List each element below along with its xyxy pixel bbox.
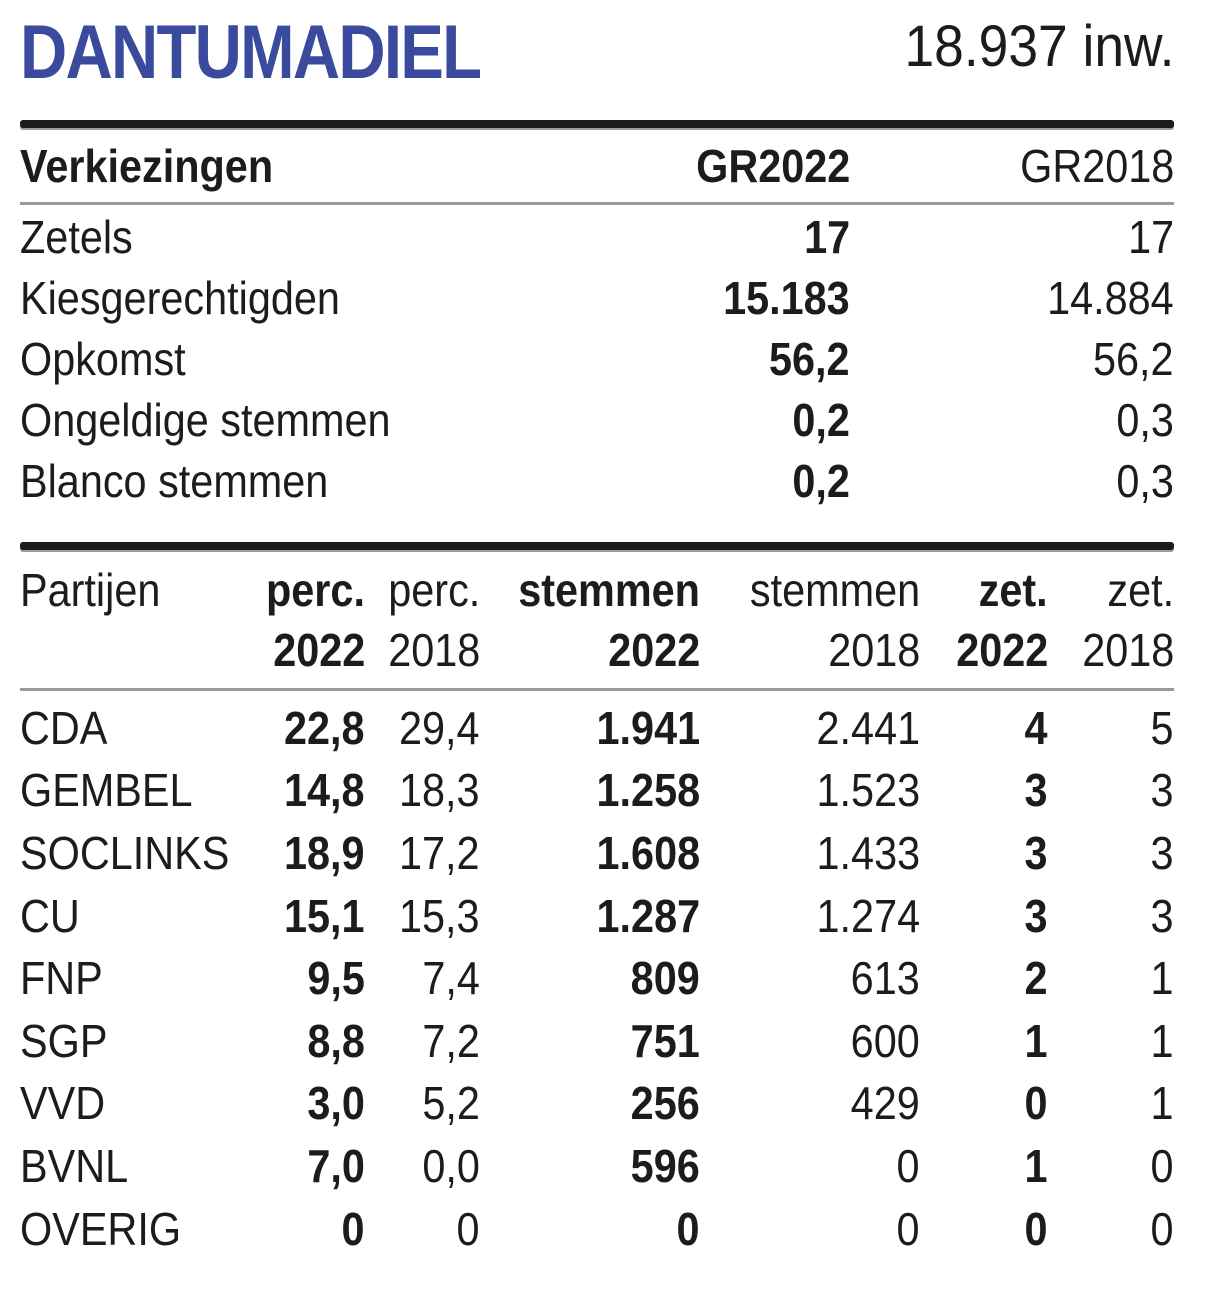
parties-header xyxy=(20,550,1174,688)
perc-2018: 0,0 xyxy=(422,1139,480,1192)
perc-2018: 17,2 xyxy=(399,826,480,879)
votes-2018: 429 xyxy=(850,1077,920,1130)
row-label: Opkomst xyxy=(20,333,186,385)
votes-2018: 2.441 xyxy=(816,701,920,754)
value-2018: 17 xyxy=(1127,211,1174,263)
votes-2022: 0 xyxy=(676,1202,700,1255)
votes-2018: 613 xyxy=(850,952,920,1005)
col-seats-2022: zet. xyxy=(978,563,1048,616)
perc-2022: 15,1 xyxy=(284,889,365,942)
elections-row xyxy=(20,268,1174,329)
divider xyxy=(20,120,1174,128)
parties-body xyxy=(20,691,1174,1260)
votes-2022: 751 xyxy=(630,1014,700,1067)
elections-row xyxy=(20,207,1174,268)
perc-2022: 7,0 xyxy=(307,1139,365,1192)
perc-2022: 14,8 xyxy=(284,764,365,817)
elections-heading: Verkiezingen xyxy=(20,139,274,192)
seats-2022: 4 xyxy=(1024,701,1048,754)
col-votes-2022-year: 2022 xyxy=(607,623,700,676)
value-2022: 17 xyxy=(803,211,850,263)
party-name: SOCLINKS xyxy=(20,826,230,879)
value-2018: 56,2 xyxy=(1093,333,1174,385)
votes-2018: 0 xyxy=(896,1139,920,1192)
perc-2018: 0 xyxy=(456,1202,480,1255)
col-perc-2022: perc. xyxy=(266,563,365,616)
votes-2022: 1.608 xyxy=(596,826,700,879)
perc-2022: 9,5 xyxy=(307,952,365,1005)
municipality-title: DANTUMADIEL xyxy=(20,10,481,95)
row-label: Ongeldige stemmen xyxy=(20,394,391,446)
votes-2022: 1.258 xyxy=(596,764,700,817)
seats-2022: 0 xyxy=(1024,1202,1048,1255)
party-name: GEMBEL xyxy=(20,764,193,817)
perc-2022: 0 xyxy=(341,1202,365,1255)
elections-body xyxy=(20,205,1174,522)
elections-row xyxy=(20,329,1174,390)
perc-2022: 8,8 xyxy=(307,1014,365,1067)
col-gr2022: GR2022 xyxy=(695,139,850,192)
seats-2018: 3 xyxy=(1150,889,1174,942)
divider xyxy=(20,542,1174,550)
row-label: Zetels xyxy=(20,211,133,263)
col-votes-2022: stemmen xyxy=(518,563,700,616)
votes-2022: 596 xyxy=(630,1139,700,1192)
perc-2018: 7,4 xyxy=(422,952,480,1005)
votes-2018: 1.433 xyxy=(816,826,920,879)
votes-2018: 1.274 xyxy=(816,889,920,942)
party-row xyxy=(20,822,1174,885)
perc-2018: 18,3 xyxy=(399,764,480,817)
votes-2022: 1.287 xyxy=(596,889,700,942)
votes-2018: 600 xyxy=(850,1014,920,1067)
party-name: FNP xyxy=(20,952,103,1005)
party-row xyxy=(20,947,1174,1010)
value-2022: 0,2 xyxy=(792,455,850,507)
party-name: CU xyxy=(20,889,80,942)
parties-table xyxy=(20,542,1174,1260)
seats-2018: 3 xyxy=(1150,764,1174,817)
votes-2018: 1.523 xyxy=(816,764,920,817)
col-perc-2018: perc. xyxy=(387,563,480,616)
col-seats-2022-year: 2022 xyxy=(955,623,1048,676)
seats-2018: 0 xyxy=(1150,1202,1174,1255)
col-votes-2018-year: 2018 xyxy=(827,623,920,676)
seats-2022: 1 xyxy=(1024,1014,1048,1067)
col-seats-2018-year: 2018 xyxy=(1081,623,1174,676)
seats-2022: 2 xyxy=(1024,952,1048,1005)
elections-table xyxy=(20,120,1174,522)
seats-2018: 3 xyxy=(1150,826,1174,879)
population-count: 18.937 inw. xyxy=(904,14,1174,79)
col-votes-2018: stemmen xyxy=(749,563,920,616)
seats-2022: 3 xyxy=(1024,764,1048,817)
party-row xyxy=(20,697,1174,760)
results-card xyxy=(20,0,1174,1260)
perc-2018: 7,2 xyxy=(422,1014,480,1067)
value-2018: 0,3 xyxy=(1116,394,1174,446)
perc-2018: 29,4 xyxy=(399,701,480,754)
party-name: OVERIG xyxy=(20,1202,182,1255)
party-row xyxy=(20,1073,1174,1136)
col-perc-2022-year: 2022 xyxy=(272,623,365,676)
votes-2018: 0 xyxy=(896,1202,920,1255)
col-seats-2018: zet. xyxy=(1107,563,1174,616)
seats-2018: 0 xyxy=(1150,1139,1174,1192)
party-row xyxy=(20,885,1174,948)
seats-2018: 1 xyxy=(1150,1014,1174,1067)
votes-2022: 1.941 xyxy=(596,701,700,754)
value-2022: 56,2 xyxy=(769,333,850,385)
parties-header-row-bottom xyxy=(20,620,1174,680)
party-name: VVD xyxy=(20,1077,106,1130)
seats-2018: 1 xyxy=(1150,952,1174,1005)
party-name: BVNL xyxy=(20,1139,129,1192)
party-name: CDA xyxy=(20,701,108,754)
seats-2022: 1 xyxy=(1024,1139,1048,1192)
row-label: Kiesgerechtigden xyxy=(20,272,340,324)
perc-2022: 18,9 xyxy=(284,826,365,879)
votes-2022: 809 xyxy=(630,952,700,1005)
col-gr2018: GR2018 xyxy=(1019,139,1174,192)
header xyxy=(20,0,1174,120)
party-row xyxy=(20,1135,1174,1198)
perc-2022: 22,8 xyxy=(284,701,365,754)
col-party: Partijen xyxy=(20,563,161,616)
votes-2022: 256 xyxy=(630,1077,700,1130)
seats-2018: 5 xyxy=(1150,701,1174,754)
seats-2022: 3 xyxy=(1024,826,1048,879)
party-row xyxy=(20,1010,1174,1073)
row-label: Blanco stemmen xyxy=(20,455,329,507)
party-row xyxy=(20,760,1174,823)
seats-2022: 0 xyxy=(1024,1077,1048,1130)
perc-2018: 15,3 xyxy=(399,889,480,942)
value-2022: 0,2 xyxy=(792,394,850,446)
seats-2022: 3 xyxy=(1024,889,1048,942)
elections-row xyxy=(20,451,1174,512)
elections-header-row xyxy=(20,130,1174,202)
value-2018: 0,3 xyxy=(1116,455,1174,507)
party-name: SGP xyxy=(20,1014,108,1067)
party-row xyxy=(20,1198,1174,1261)
col-perc-2018-year: 2018 xyxy=(387,623,480,676)
parties-header-row-top xyxy=(20,560,1174,620)
perc-2022: 3,0 xyxy=(307,1077,365,1130)
elections-row xyxy=(20,390,1174,451)
perc-2018: 5,2 xyxy=(422,1077,480,1130)
value-2018: 14.884 xyxy=(1047,272,1174,324)
seats-2018: 1 xyxy=(1150,1077,1174,1130)
value-2022: 15.183 xyxy=(723,272,850,324)
